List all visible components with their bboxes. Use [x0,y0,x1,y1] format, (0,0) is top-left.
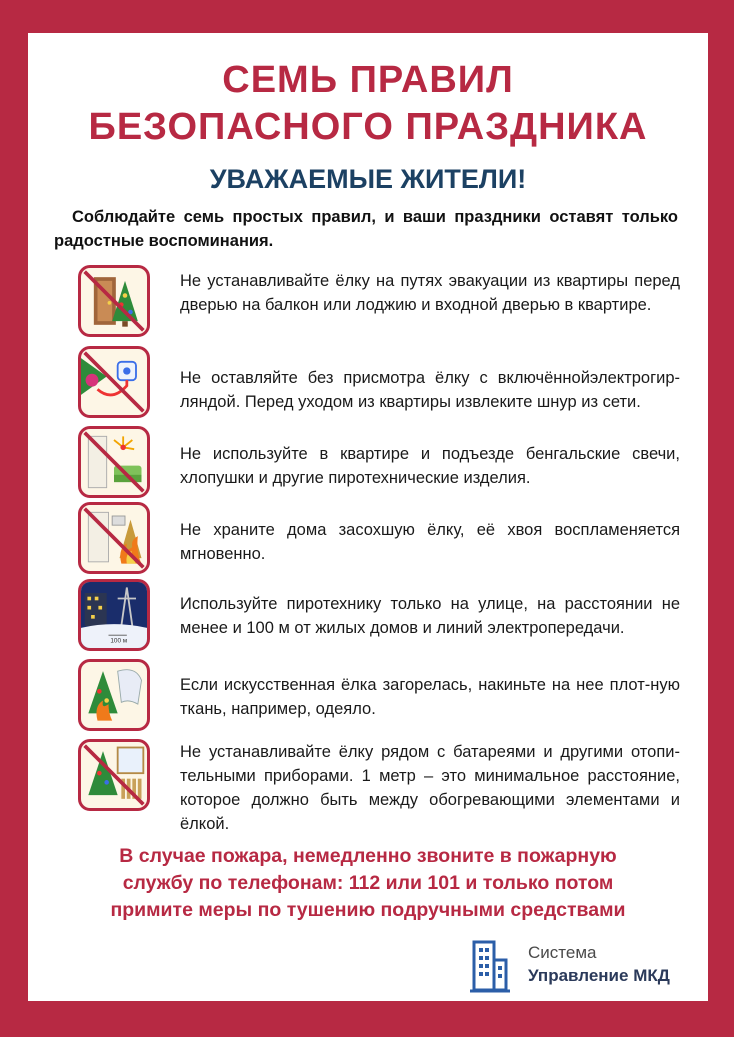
fire-warning [48,843,688,924]
rule-3-text: Не используйте в квартире и подъезде бенгальские свечи, хлопушки и другие пиротехнические изделия. [180,445,680,487]
tree-by-door-prohibited-icon [78,265,150,337]
rule-2-text: Не оставляйте без присмотра ёлку с включённойэлектрогир-ляндой. Перед уходом из квартиры извлеките шнур из сети. [180,369,680,411]
blanket-on-burning-tree-icon [78,659,150,731]
poster-title-line2: БЕЗОПАСНОГО ПРАЗДНИКА [88,106,648,148]
rule-7-text: Не устанавливайте ёлку рядом с батареями и другими отопи-тельными приборами. 1 метр – это минимальное расстояние, которое должно быть между обогревающими элементами и ёлкой. [180,743,680,833]
garland-plug-prohibited-icon [78,346,150,418]
warning-line-2: службу по телефонам: 112 или 101 и только потом [122,872,614,894]
fireworks-outdoor-icon [78,579,150,651]
tree-near-radiator-prohibited-icon [78,739,150,811]
poster-sheet [28,33,708,1001]
building-logo-icon [470,938,510,994]
rule-1-text: Не устанавливайте ёлку на путях эвакуации из квартиры перед дверью на балкон или лоджию и входной дверью в квартире. [180,272,680,314]
warning-line-3: примите меры по тушению подручными средствами [110,899,626,921]
rule-5-text: Используйте пиротехнику только на улице, на расстоянии не менее и 100 м от жилых домов и линий электропередачи. [180,595,680,637]
rule-6-text: Если искусственная ёлка загорелась, накиньте на нее плот-ную ткань, например, одеяло. [180,676,680,718]
dry-tree-fire-prohibited-icon [78,502,150,574]
rule-4-text: Не храните дома засохшую ёлку, её хвоя воспламеняется мгновенно. [180,521,680,563]
sparkler-indoor-prohibited-icon [78,426,150,498]
distance-label: 100 м [110,637,128,645]
poster-title-line1: СЕМЬ ПРАВИЛ [222,59,514,101]
intro-text: Соблюдайте семь простых правил, и ваши праздники оставят только радостные воспоминания. [54,208,678,250]
logo-line-1: Система [528,943,597,962]
logo-line-2: Управление МКД [528,966,670,985]
warning-line-1: В случае пожара, немедленно звоните в пожарную [119,845,617,867]
poster-subtitle: УВАЖАЕМЫЕ ЖИТЕЛИ! [209,164,527,194]
